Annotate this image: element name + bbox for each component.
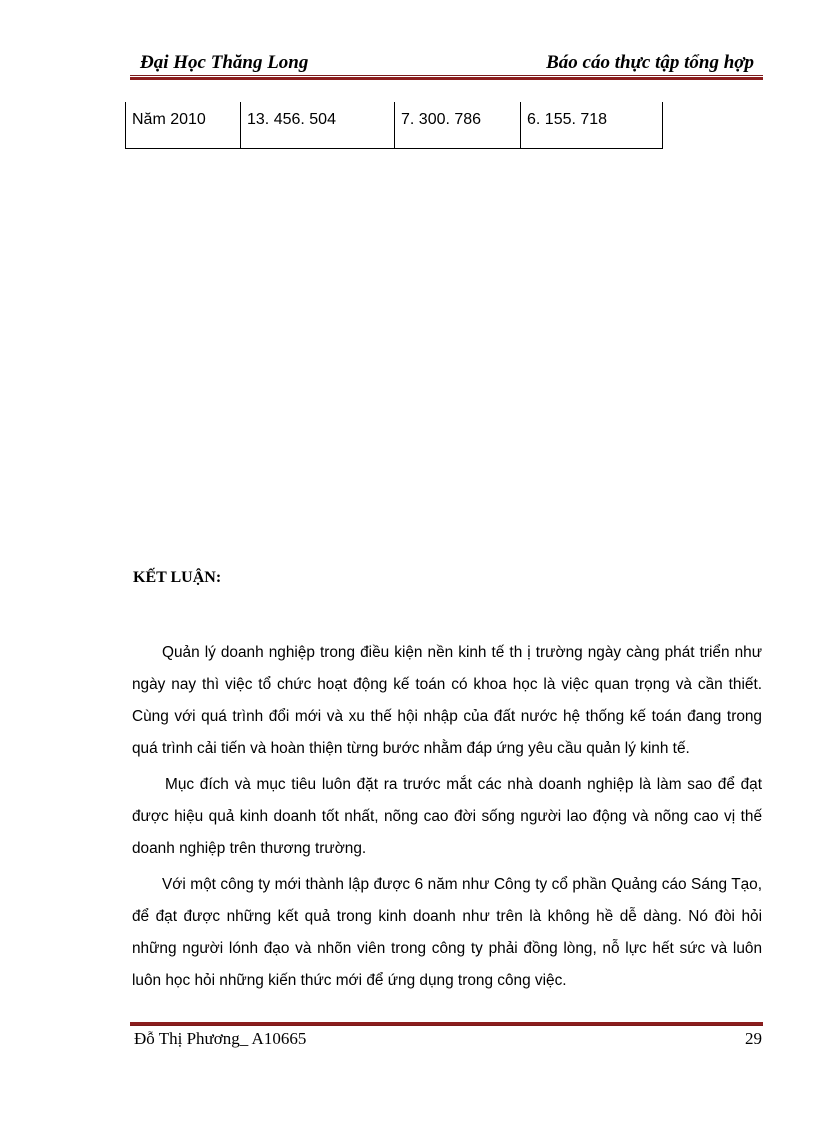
header-rule	[130, 75, 763, 80]
paragraph-3: Với một công ty mới thành lập được 6 năm như Công ty cổ phần Quảng cáo Sáng Tạo, để đạt được những kết quả trong kinh doanh như trên là không hề dễ dàng. Nó đòi hỏi những người lónh đạo và nhõn viên trong công ty phải đồng lòng, nỗ lực hết sức và luôn luôn học hỏi những kiến thức mới để ứng dụng trong công việc.	[132, 876, 762, 989]
header-report-title: Báo cáo thực tập tổng hợp	[546, 52, 754, 73]
paragraph-1: Quản lý doanh nghiệp trong điều kiện nền kinh tế th ị trường ngày càng phát triển như ngày nay thì việc tổ chức hoạt động kế toán có khoa học là việc quan trọng và cần thiết. Cùng với quá trình đổi mới và xu thế hội nhập của đất nước hệ thống kế toán đang trong quá trình cải tiến và hoàn thiện từng bước nhằm đáp ứng yêu cầu quản lý kinh tế.	[132, 644, 762, 757]
table-cell-value-2: 7. 300. 786	[395, 102, 521, 148]
data-table	[125, 102, 663, 149]
paragraph-2: Mục đích và mục tiêu luôn đặt ra trước mắt các nhà doanh nghiệp là làm sao để đạt được hiệu quả kinh doanh tốt nhất, nõng cao đời sống người lao động và nõng cao vị thế doanh nghiệp trên thương trường.	[132, 776, 762, 857]
page-number: 29	[745, 1029, 762, 1048]
footer-rule	[130, 1021, 763, 1026]
table-cell-value-3: 6. 155. 718	[521, 102, 663, 148]
table-cell-year: Năm 2010	[126, 102, 241, 148]
footer-author: Đỗ Thị Phương_ A10665	[134, 1029, 307, 1048]
table-row	[126, 102, 663, 148]
section-title: KẾT LUẬN:	[133, 569, 222, 586]
header-university: Đại Học Thăng Long	[140, 52, 309, 73]
table-cell-value-1: 13. 456. 504	[241, 102, 395, 148]
